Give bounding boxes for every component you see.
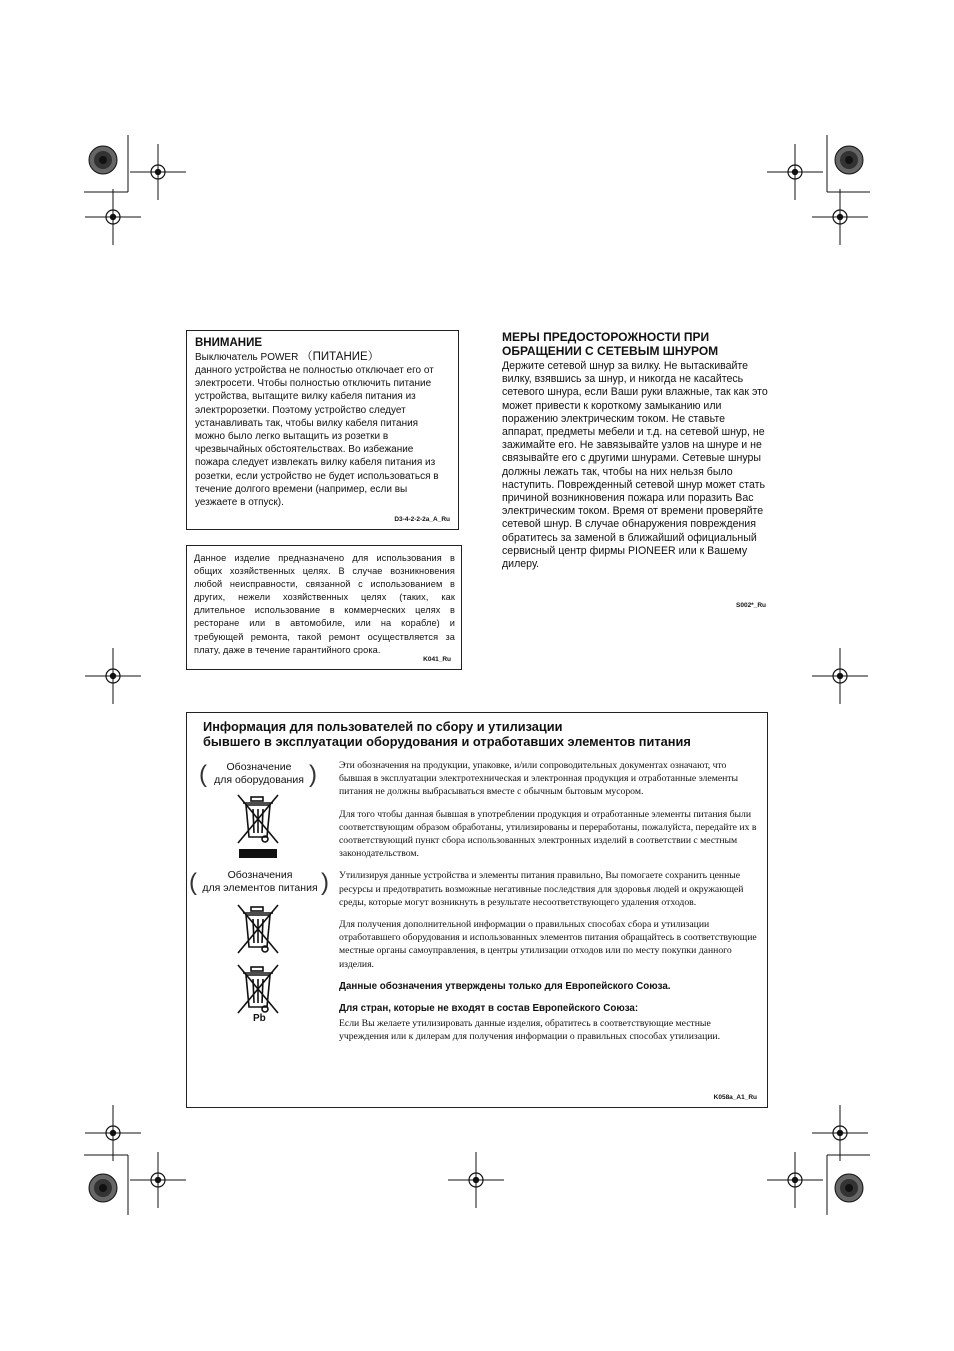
caution-title: ВНИМАНИЕ: [195, 337, 263, 349]
power-cord-code: S002*_Ru: [736, 602, 766, 609]
crossed-bin-icon: [235, 793, 281, 859]
disposal-title-line2: бывшего в эксплуатации оборудования и отработавших элементов питания: [203, 734, 691, 749]
caution-text: данного устройства не полностью отключает его от электросети. Чтобы полностью отключить питание устройства, вытащите вилку кабеля питания из электророзетки. Поэтому устройство следует устанавливать так, чтобы вилку кабеля питания можно было легко вытащить из розетки в чрезвычайных обстоятельствах. Во избежание пожара следует извлекать вилку кабеля питания из розетки, если устройство не будет использоваться в течение долгого времени (например, если вы уезжаете в отпуск).: [195, 365, 439, 509]
household-use-box: [186, 545, 462, 670]
power-cord-title: [502, 330, 768, 358]
disposal-paragraph: Для того чтобы данная бывшая в употреблении продукция и отработанные элементы питания были соответствующим образом обработаны, утилизированы и переработаны, пожалуйста, передайте их в соответствующий пункт сбора использованных электронных изделий в соответствии с местным законодательством.: [339, 808, 757, 860]
paren-right: ): [309, 761, 317, 788]
disposal-title: [203, 719, 763, 749]
paren-left: (: [199, 761, 207, 788]
disposal-code: K058a_A1_Ru: [713, 1094, 757, 1101]
disposal-non-eu-heading: Для стран, которые не входят в состав Европейского Союза:: [339, 1003, 639, 1015]
disposal-info-box: [186, 712, 768, 1108]
symbol-equipment-label: [209, 761, 309, 786]
symbol-batteries-label: [197, 869, 323, 894]
caution-code: D3-4-2-2-2a_A_Ru: [394, 516, 450, 523]
paren-right-2: ): [321, 869, 329, 896]
pb-label: Pb: [253, 1013, 266, 1024]
crossed-bin-batteries-icon: [235, 903, 281, 955]
household-text: Данное изделие предназначено для использования в общих хозяйственных целях. В случае возникновения любой неисправности, связанной с использованием в других, нежели хозяйственных целях (таких, как длительное использование в коммерческих целях в ресторане или в автомобиле, или на корабле) и требующей ремонта, такой ремонт осуществляется за плату, даже в течение гарантийного срока.: [194, 553, 455, 655]
caution-line-paren: （ПИТАНИЕ）: [301, 351, 380, 363]
paren-left-2: (: [189, 869, 197, 896]
disposal-paragraph: Для получения дополнительной информации о правильных способах сбора и утилизации отработавшего оборудования и использованных элементов питания обращайтесь в соответствующие местные органы самоуправления, в центры утилизации отходов или по месту покупки данного изделия.: [339, 919, 757, 970]
caution-box: [186, 330, 459, 530]
disposal-eu-note: Данные обозначения утверждены только для Европейского Союза.: [339, 980, 671, 992]
power-cord-title-line2: ОБРАЩЕНИИ С СЕТЕВЫМ ШНУРОМ: [502, 344, 719, 358]
caution-power-line: [195, 351, 450, 364]
caution-line-start: Выключатель POWER: [195, 352, 299, 363]
disposal-paragraph: Эти обозначения на продукции, упаковке, и/или сопроводительных документах означают, что бывшая в эксплуатации электротехническая и электронная продукция и отработанные элементы питания не должны выбрасываться вместе с обычным бытовым мусором.: [339, 760, 739, 798]
disposal-title-line1: Информация для пользователей по сбору и утилизации: [203, 719, 563, 734]
symbol-equipment-line1: Обозначение: [226, 761, 292, 773]
power-cord-text: Держите сетевой шнур за вилку. Не вытаскивайте вилку, взявшись за шнур, и никогда не касайтесь сетевого шнура, если Ваши руки влажные, так как это может привести к короткому замыканию или поражению электрическим током. Не ставьте аппарат, предметы мебели и т.д. на сетевой шнур, не зажимайте его. Не завязывайте узлов на шнуре и не связывайте его с другими шнурами. Сетевые шнуры должны лежать так, чтобы на них нельзя было наступить. Поврежденный сетевой шнур может стать причиной возникновения пожара или поразить Вас электрическим током. Время от времени проверяйте сетевой шнур. В случае обнаружения повреждения обратитесь за заменой в ближайший официальный сервисный центр фирмы PIONEER или к Вашему дилеру.: [502, 360, 768, 571]
crossed-bin-pb-icon: [235, 963, 281, 1015]
symbol-batteries-line1: Обозначения: [227, 869, 293, 881]
disposal-last-paragraph: Если Вы желаете утилизировать данные изделия, обратитесь в соответствующие местные учреждения или к дилерам для получения информации о правильных способах утилизации.: [339, 1018, 721, 1043]
disposal-paragraph: Утилизируя данные устройства и элементы питания правильно, Вы помогаете сохранить ценные ресурсы и предотвратить возможные негативные последствия для здоровья людей и окружающей среды, которые могут возникнуть в результате несоответствующего удаления отходов.: [339, 870, 744, 908]
power-cord-title-line1: МЕРЫ ПРЕДОСТОРОЖНОСТИ ПРИ: [502, 330, 710, 344]
power-cord-section: [502, 330, 768, 571]
household-code: K041_Ru: [423, 656, 451, 663]
symbol-equipment-line2: для оборудования: [214, 773, 304, 786]
disposal-text: [339, 759, 757, 1044]
symbol-batteries-line2: для элементов питания: [202, 881, 318, 894]
